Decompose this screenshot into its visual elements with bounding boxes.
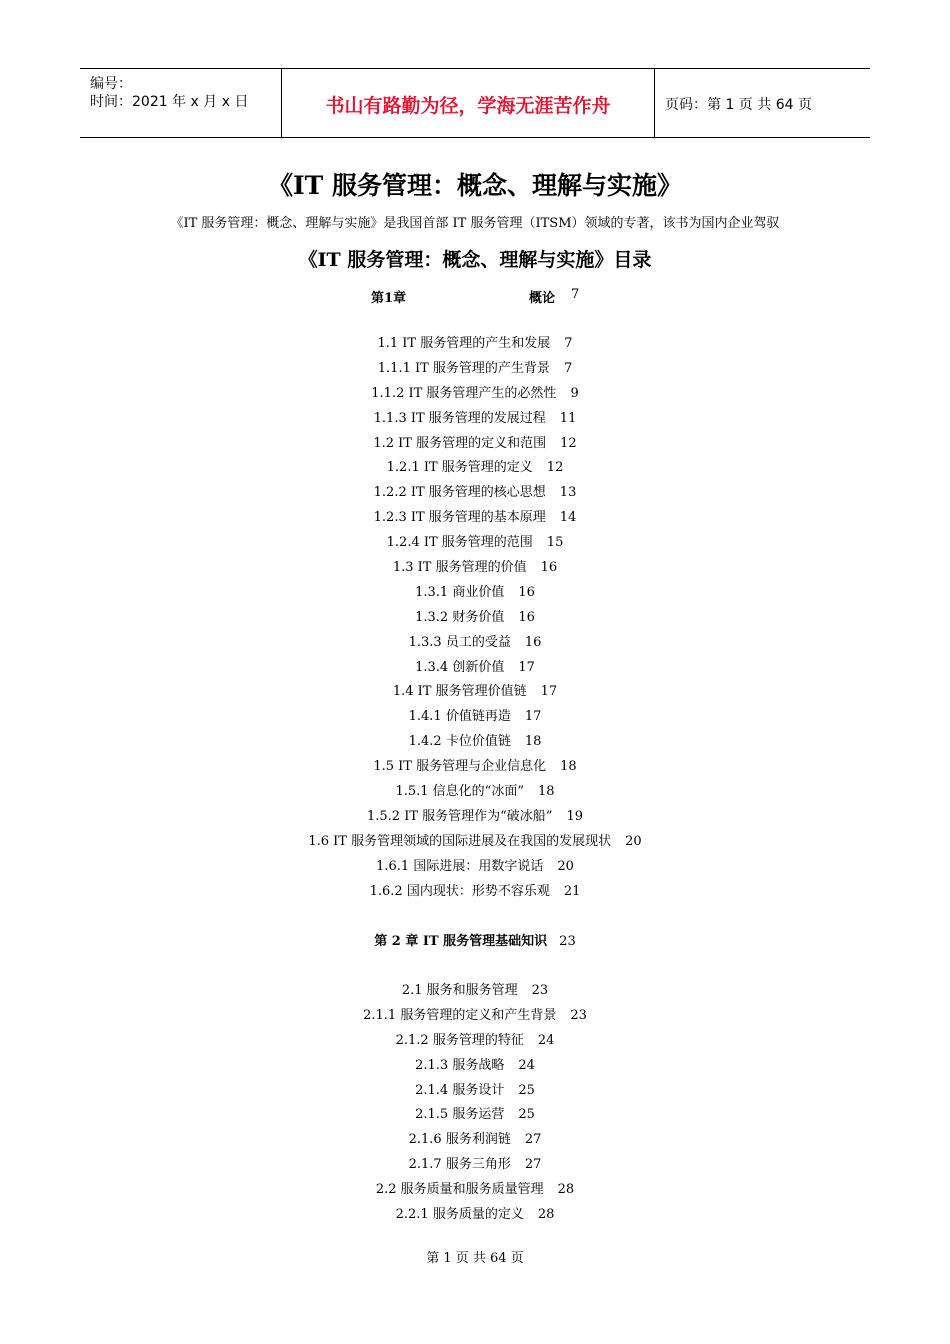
toc-entry-page: 24 [537,1032,555,1048]
toc-entry-page: 7 [563,360,573,376]
toc-entry-page: 9 [570,385,579,401]
chapter-1-number: 第1章 [371,291,407,306]
page-header [80,68,870,138]
toc-entry[interactable] [0,581,950,606]
toc-entry-text: 2.1.3 服务战略 [415,1057,505,1073]
toc-entry-page: 11 [559,410,577,426]
toc-chapter-2 [0,979,950,1228]
toc-entry[interactable] [0,979,950,1004]
toc-entry[interactable] [0,1054,950,1079]
toc-entry-text: 1.2.4 IT 服务管理的范围 [386,535,533,551]
chapter-1-name: 概论 [529,291,556,306]
toc-entry[interactable] [0,481,950,506]
toc-entry-page: 17 [540,684,558,700]
toc-entry-text: 1.3 IT 服务管理的价值 [392,560,527,576]
header-page-code: 页码：第 1 页 共 64 页 [665,97,812,113]
toc-entry[interactable] [0,705,950,730]
intro-text: 《IT 服务管理：概念、理解与实施》是我国首部 IT 服务管理（ITSM）领域的专著，该书为国内企业驾驭 [170,216,780,231]
toc-entry-page: 19 [566,808,583,824]
toc-entry-page: 14 [559,510,577,526]
toc-entry-page: 18 [524,734,542,750]
header-motto-cell [281,69,655,137]
toc-entry-page: 12 [560,435,577,451]
toc-entry-text: 1.6.1 国际进展：用数字说话 [376,858,544,874]
toc-entry[interactable] [0,1029,950,1054]
toc-entry-page: 13 [559,485,577,501]
toc-entry-text: 1.2.1 IT 服务管理的定义 [386,460,533,476]
toc-entry-page: 16 [518,609,535,625]
toc-chapter-1 [0,332,950,904]
toc-entry[interactable] [0,780,950,805]
toc-entry-page: 21 [563,883,581,899]
toc-entry-page: 16 [524,634,542,650]
toc-entry-page: 12 [546,460,564,476]
toc-entry[interactable] [0,830,950,855]
toc-entry-page: 27 [524,1132,542,1148]
toc-entry[interactable] [0,382,950,407]
toc-entry-text: 2.1.4 服务设计 [415,1082,505,1098]
toc-entry[interactable] [0,855,950,880]
toc-entry[interactable] [0,730,950,755]
toc-entry-page: 24 [518,1057,535,1073]
toc-entry-text: 1.2 IT 服务管理的定义和范围 [373,435,547,451]
chapter-1-page: 7 [571,287,580,302]
toc-entry-text: 1.5.2 IT 服务管理作为“破冰船” [367,808,553,824]
toc-entry[interactable] [0,606,950,631]
toc-entry-text: 2.2.1 服务质量的定义 [395,1207,524,1223]
toc-entry[interactable] [0,805,950,830]
toc-entry-text: 1.1 IT 服务管理的产生和发展 [377,336,551,351]
toc-entry-page: 16 [518,584,535,600]
toc-entry-page: 7 [564,336,573,351]
toc-entry-page: 28 [537,1207,555,1223]
toc-entry[interactable] [0,656,950,681]
document-title: 《IT 服务管理：概念、理解与实施》 [267,171,682,200]
toc-entry[interactable] [0,456,950,481]
toc-entry-page: 18 [537,784,555,800]
toc-entry-text: 1.6 IT 服务管理领域的国际进展及在我国的发展现状 [308,833,612,849]
toc-entry[interactable] [0,1128,950,1153]
header-page-cell [655,69,870,137]
toc-entry-text: 2.1.7 服务三角形 [408,1157,511,1173]
toc-entry[interactable] [0,531,950,556]
toc-entry-page: 17 [518,659,535,675]
toc-entry-text: 1.4 IT 服务管理价值链 [392,684,527,700]
toc-entry-text: 1.1.1 IT 服务管理的产生背景 [377,360,550,376]
toc-entry-text: 1.3.2 财务价值 [415,609,505,625]
toc-entry-text: 2.1.1 服务管理的定义和产生背景 [363,1007,557,1023]
toc-entry-page: 25 [518,1107,535,1123]
toc-entry[interactable] [0,556,950,581]
toc-entry-text: 2.1.5 服务运营 [415,1107,505,1123]
toc-entry-text: 1.3.3 员工的受益 [408,634,511,650]
toc-entry[interactable] [0,1153,950,1178]
document-number-label: 编号： [90,76,132,92]
toc-entry-text: 1.3.4 创新价值 [415,659,505,675]
toc-entry-page: 23 [570,1007,587,1023]
toc-entry-page: 28 [557,1182,575,1198]
toc-entry-page: 20 [625,833,642,849]
toc-entry-page: 17 [524,709,542,725]
toc-title: 《IT 服务管理：概念、理解与实施》目录 [298,249,652,271]
toc-entry-text: 2.2 服务质量和服务质量管理 [375,1182,544,1198]
toc-entry-text: 2.1.2 服务管理的特征 [395,1032,524,1048]
toc-entry-page: 15 [546,535,564,551]
toc-entry-page: 20 [557,858,574,874]
toc-entry[interactable] [0,506,950,531]
toc-entry[interactable] [0,631,950,656]
toc-entry[interactable] [0,755,950,780]
toc-entry-text: 1.4.2 卡位价值链 [408,734,511,750]
toc-entry-page: 18 [560,759,577,775]
toc-entry-text: 1.5 IT 服务管理与企业信息化 [373,759,547,775]
toc-entry-page: 25 [518,1082,535,1098]
toc-entry-text: 1.4.1 价值链再造 [408,709,511,725]
toc-entry-page: 16 [540,560,558,576]
toc-entry[interactable] [0,880,950,905]
toc-entry-text: 2.1 服务和服务管理 [401,983,518,998]
chapter-2-heading [0,929,950,954]
toc-entry[interactable] [0,1178,950,1203]
toc-entry[interactable] [0,680,950,705]
header-motto: 书山有路勤为径，学海无涯苦作舟 [325,95,611,117]
toc-entry-text: 2.1.6 服务利润链 [408,1132,511,1148]
toc-entry[interactable] [0,1203,950,1228]
toc-entry-text: 1.1.3 IT 服务管理的发展过程 [373,410,546,426]
toc-entry[interactable] [0,432,950,457]
toc-entry[interactable] [0,1079,950,1104]
document-time-label: 时间：2021 年 x 月 x 日 [90,94,249,110]
chapter-2-page: 23 [559,934,576,949]
toc-entry[interactable] [0,1004,950,1029]
header-meta [80,69,281,137]
chapter-2-title: 第 2 章 IT 服务管理基础知识 [374,934,548,949]
toc-entry[interactable] [0,332,950,357]
page-footer: 第 1 页 共 64 页 [426,1251,524,1266]
toc-entry-page: 23 [531,983,549,998]
toc-entry[interactable] [0,1103,950,1128]
toc-entry-text: 1.6.2 国内现状：形势不容乐观 [369,883,550,899]
toc-entry-page: 27 [524,1157,542,1173]
toc-entry[interactable] [0,357,950,382]
toc-entry-text: 1.3.1 商业价值 [415,584,505,600]
toc-entry-text: 1.1.2 IT 服务管理产生的必然性 [371,385,557,401]
toc-entry[interactable] [0,407,950,432]
toc-entry-text: 1.2.2 IT 服务管理的核心思想 [373,485,546,501]
toc-entry-text: 1.5.1 信息化的“冰面” [395,784,524,800]
toc-entry-text: 1.2.3 IT 服务管理的基本原理 [373,510,546,526]
